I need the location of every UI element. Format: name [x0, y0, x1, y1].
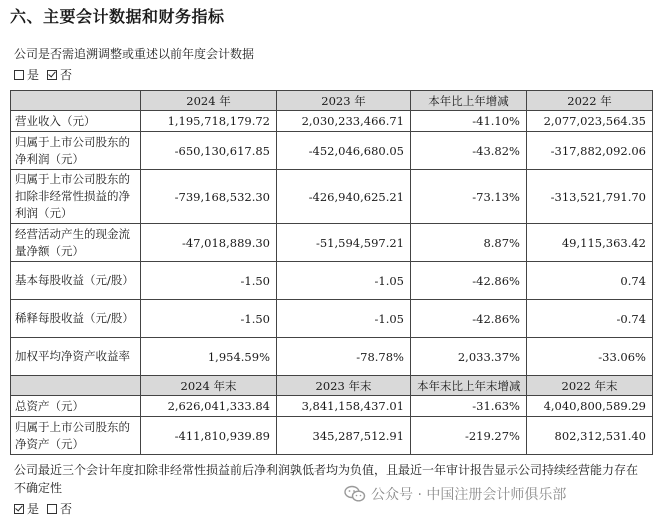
no-checkbox[interactable] — [47, 504, 57, 514]
value-cell: -1.05 — [277, 300, 411, 338]
value-cell: -78.78% — [277, 338, 411, 376]
table-row — [11, 338, 653, 376]
table-row — [11, 111, 653, 132]
table-row — [11, 224, 653, 262]
value-cell: 802,312,531.40 — [527, 417, 653, 455]
value-cell: -42.86% — [411, 262, 527, 300]
section-title: 六、主要会计数据和财务指标 — [10, 7, 225, 26]
header-cell: 本年比上年增减 — [411, 91, 527, 111]
row-label: 经营活动产生的现金流量净额（元） — [11, 224, 141, 262]
yes-checkbox[interactable] — [14, 504, 24, 514]
restatement-options — [14, 66, 72, 83]
value-cell: -31.63% — [411, 396, 527, 417]
value-cell: -42.86% — [411, 300, 527, 338]
restatement-question: 公司是否需追溯调整或重述以前年度会计数据 — [14, 47, 255, 61]
value-cell: -650,130,617.85 — [141, 132, 277, 170]
value-cell: -452,046,680.05 — [277, 132, 411, 170]
value-cell: 2,077,023,564.35 — [527, 111, 653, 132]
value-cell: 4,040,800,589.29 — [527, 396, 653, 417]
table-row — [11, 262, 653, 300]
financial-indicators-table — [10, 90, 653, 455]
watermark — [344, 484, 566, 504]
header-cell: 2023 年末 — [277, 376, 411, 396]
header-cell: 2024 年 — [141, 91, 277, 111]
no-label: 否 — [60, 68, 73, 82]
value-cell: 2,030,233,466.71 — [277, 111, 411, 132]
value-cell: 2,033.37% — [411, 338, 527, 376]
header-cell: 2022 年 — [527, 91, 653, 111]
value-cell: 345,287,512.91 — [277, 417, 411, 455]
value-cell: 1,954.59% — [141, 338, 277, 376]
row-label: 营业收入（元） — [11, 111, 141, 132]
value-cell: 8.87% — [411, 224, 527, 262]
value-cell: -739,168,532.30 — [141, 170, 277, 224]
watermark-text: 公众号 · 中国注册会计师俱乐部 — [371, 487, 567, 503]
value-cell: -313,521,791.70 — [527, 170, 653, 224]
row-label: 稀释每股收益（元/股） — [11, 300, 141, 338]
value-cell: 2,626,041,333.84 — [141, 396, 277, 417]
value-cell: 0.74 — [527, 262, 653, 300]
value-cell: 3,841,158,437.01 — [277, 396, 411, 417]
wechat-icon — [344, 485, 366, 503]
row-label: 基本每股收益（元/股） — [11, 262, 141, 300]
row-label: 归属于上市公司股东的净利润（元） — [11, 132, 141, 170]
header-cell — [11, 91, 141, 111]
value-cell: -317,882,092.06 — [527, 132, 653, 170]
value-cell: -1.50 — [141, 300, 277, 338]
value-cell: -219.27% — [411, 417, 527, 455]
header-cell: 2023 年 — [277, 91, 411, 111]
value-cell: -47,018,889.30 — [141, 224, 277, 262]
value-cell: 1,195,718,179.72 — [141, 111, 277, 132]
row-label: 总资产（元） — [11, 396, 141, 417]
row-label: 加权平均净资产收益率 — [11, 338, 141, 376]
going-concern-options — [14, 500, 72, 517]
table-row — [11, 132, 653, 170]
header-cell: 本年末比上年末增减 — [411, 376, 527, 396]
table-row — [11, 170, 653, 224]
value-cell: -426,940,625.21 — [277, 170, 411, 224]
going-concern-note: 公司最近三个会计年度扣除非经常性损益前后净利润孰低者均为负值，且最近一年审计报告显示公司持续经营能力存在不确定性 — [14, 463, 639, 495]
yes-checkbox[interactable] — [14, 70, 24, 80]
table-header-row — [11, 376, 653, 396]
value-cell: -73.13% — [411, 170, 527, 224]
yes-label: 是 — [27, 502, 40, 516]
value-cell: -411,810,939.89 — [141, 417, 277, 455]
table-row — [11, 417, 653, 455]
yes-label: 是 — [27, 68, 40, 82]
row-label: 归属于上市公司股东的扣除非经常性损益的净利润（元） — [11, 170, 141, 224]
value-cell: -41.10% — [411, 111, 527, 132]
no-label: 否 — [60, 502, 73, 516]
table-row — [11, 300, 653, 338]
value-cell: -1.05 — [277, 262, 411, 300]
value-cell: -0.74 — [527, 300, 653, 338]
value-cell: -51,594,597.21 — [277, 224, 411, 262]
header-cell: 2022 年末 — [527, 376, 653, 396]
header-cell — [11, 376, 141, 396]
value-cell: -33.06% — [527, 338, 653, 376]
table-row — [11, 396, 653, 417]
value-cell: 49,115,363.42 — [527, 224, 653, 262]
header-cell: 2024 年末 — [141, 376, 277, 396]
value-cell: -1.50 — [141, 262, 277, 300]
value-cell: -43.82% — [411, 132, 527, 170]
table-header-row — [11, 91, 653, 111]
no-checkbox[interactable] — [47, 70, 57, 80]
row-label: 归属于上市公司股东的净资产（元） — [11, 417, 141, 455]
